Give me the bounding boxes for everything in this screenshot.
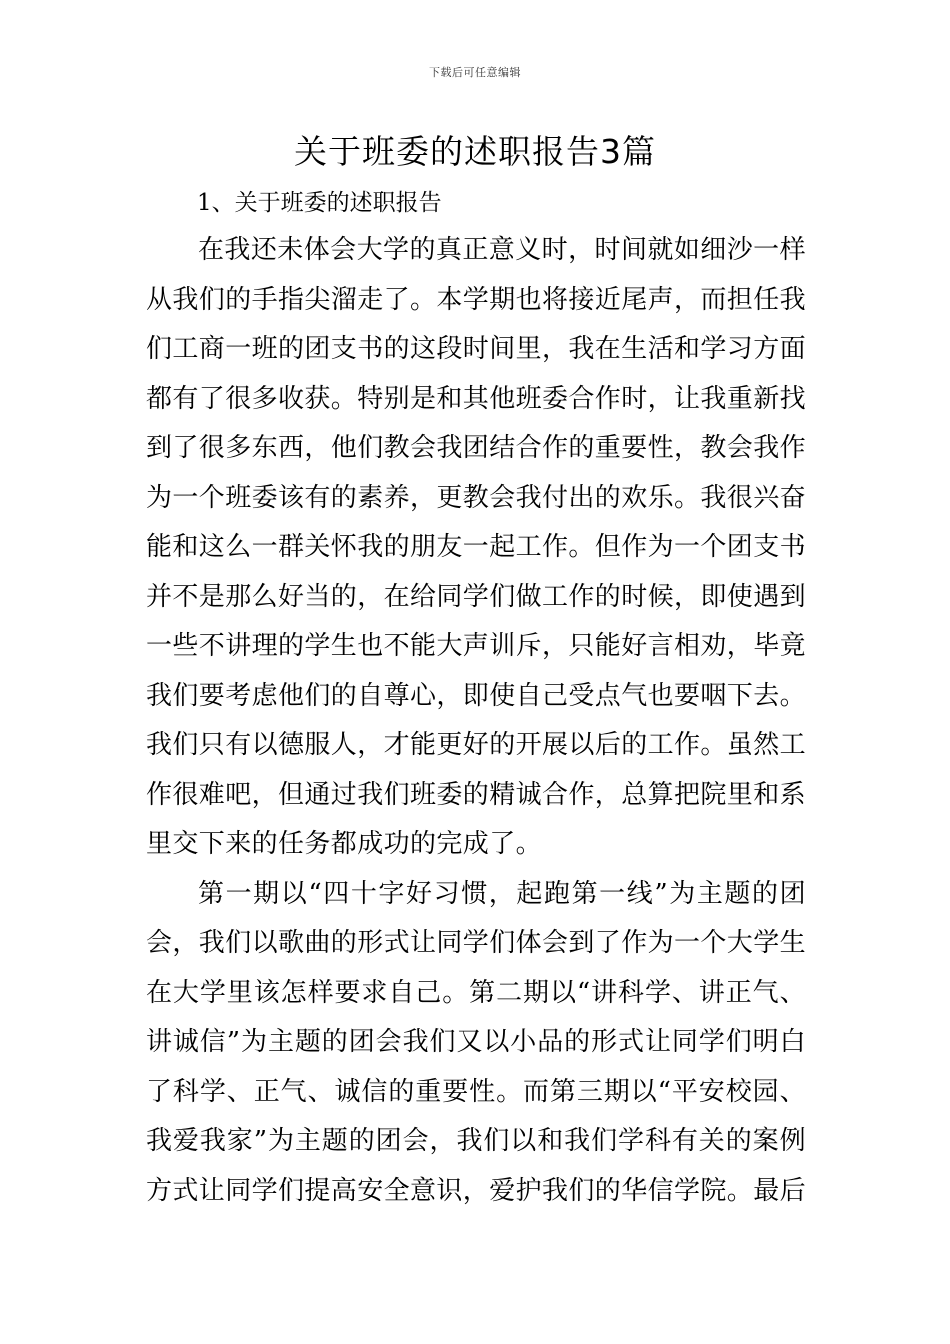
header-note: 下载后可任意编辑 — [429, 66, 521, 79]
section-heading: 1、关于班委的述职报告 — [197, 190, 442, 216]
paragraph-1: 在我还未体会大学的真正意义时，时间就如细沙一样从我们的手指尖溜走了。本学期也将接近尾声，而担任我们工商一班的团支书的这段时间里，我在生活和学习方面都有了很多收获。特别是和其他班委合作时，让我重新找到了很多东西，他们教会我团结合作的重要性，教会我作为一个班委该有的素养，更教会我付出的欢乐。我很兴奋能和这么一群关怀我的朋友一起工作。但作为一个团支书并不是那么好当的，在给同学们做工作的时候，即使遇到一些不讲理的学生也不能大声训斥，只能好言相劝，毕竟我们要考虑他们的自尊心，即使自己受点气也要咽下去。我们只有以德服人，才能更好的开展以后的工作。虽然工作很难吧，但通过我们班委的精诚合作，总算把院里和系里交下来的任务都成功的完成了。 — [146, 235, 807, 859]
body-text — [146, 226, 806, 1216]
paragraph-2: 第一期以“四十字好习惯，起跑第一线”为主题的团会，我们以歌曲的形式让同学们体会到了作为一个大学生在大学里该怎样要求自己。第二期以“讲科学、讲正气、讲诚信”为主题的团会我们又以小品的形式让同学们明白了科学、正气、诚信的重要性。而第三期以“平安校园、我爱我家”为主题的团会，我们以和我们学科有关的案例方式让同学们提高安全意识，爱护我们的华信学院。最后 — [146, 878, 807, 1206]
document-title: 关于班委的述职报告3篇 — [294, 132, 656, 171]
